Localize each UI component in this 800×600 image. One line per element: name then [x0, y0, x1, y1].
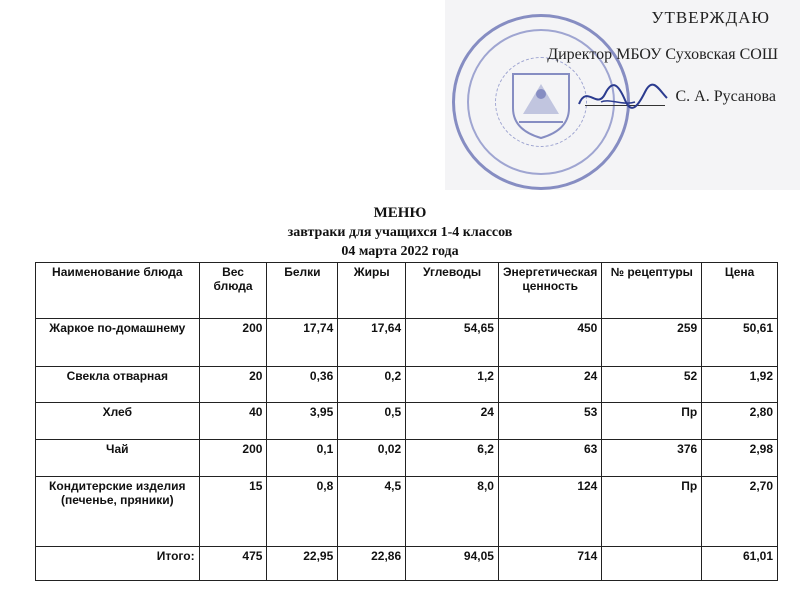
cell-energy: 24: [498, 367, 601, 403]
cell-carbs: 24: [406, 403, 499, 440]
stamp-emblem-icon: [505, 64, 577, 140]
header-carbs: Углеводы: [406, 263, 499, 319]
cell-fats: 0,5: [338, 403, 406, 440]
table-row: [36, 403, 778, 440]
cell-price: 2,70: [702, 477, 778, 547]
cell-dish-name: Свекла отварная: [36, 367, 200, 403]
header-energy: Энергетическая ценность: [498, 263, 601, 319]
header-fats: Жиры: [338, 263, 406, 319]
table-row: [36, 367, 778, 403]
approval-director: Директор МБОУ Суховская СОШ: [547, 46, 778, 63]
cell-fats: 0,2: [338, 367, 406, 403]
header-dish-name: Наименование блюда: [36, 263, 200, 319]
header-weight: Вес блюда: [199, 263, 267, 319]
cell-carbs: 54,65: [406, 319, 499, 367]
table-header-row: [36, 263, 778, 319]
cell-total-label: Итого:: [36, 547, 200, 581]
cell-recipe-number: 376: [602, 440, 702, 477]
cell-fats: 17,64: [338, 319, 406, 367]
cell-price: 2,80: [702, 403, 778, 440]
cell-price: 50,61: [702, 319, 778, 367]
cell-total-proteins: 22,95: [267, 547, 338, 581]
cell-recipe-number: Пр: [602, 403, 702, 440]
header-recipe-number: № рецептуры: [602, 263, 702, 319]
cell-energy: 124: [498, 477, 601, 547]
cell-carbs: 1,2: [406, 367, 499, 403]
menu-table: [35, 262, 778, 581]
cell-proteins: 0,36: [267, 367, 338, 403]
cell-dish-name: Хлеб: [36, 403, 200, 440]
cell-dish-name: Кондитерские изделия (печенье, пряники): [36, 477, 200, 547]
cell-price: 2,98: [702, 440, 778, 477]
cell-carbs: 6,2: [406, 440, 499, 477]
cell-recipe-number: 52: [602, 367, 702, 403]
cell-weight: 200: [199, 440, 267, 477]
cell-weight: 40: [199, 403, 267, 440]
cell-energy: 450: [498, 319, 601, 367]
cell-recipe-number: Пр: [602, 477, 702, 547]
menu-date: 04 марта 2022 года: [341, 244, 459, 259]
cell-recipe-number: 259: [602, 319, 702, 367]
cell-total-recipe-number: [602, 547, 702, 581]
approval-name: С. А. Русанова: [675, 88, 776, 105]
cell-fats: 4,5: [338, 477, 406, 547]
cell-proteins: 0,1: [267, 440, 338, 477]
cell-weight: 20: [199, 367, 267, 403]
cell-weight: 200: [199, 319, 267, 367]
table-total-row: [36, 547, 778, 581]
cell-proteins: 0,8: [267, 477, 338, 547]
table-row: [36, 477, 778, 547]
cell-total-carbs: 94,05: [406, 547, 499, 581]
cell-price: 1,92: [702, 367, 778, 403]
cell-total-price: 61,01: [702, 547, 778, 581]
table-row: [36, 319, 778, 367]
cell-energy: 63: [498, 440, 601, 477]
header-price: Цена: [702, 263, 778, 319]
cell-proteins: 17,74: [267, 319, 338, 367]
signature-icon: [575, 80, 670, 114]
cell-proteins: 3,95: [267, 403, 338, 440]
header-proteins: Белки: [267, 263, 338, 319]
table-row: [36, 440, 778, 477]
cell-energy: 53: [498, 403, 601, 440]
cell-total-energy: 714: [498, 547, 601, 581]
menu-title: МЕНЮ: [373, 205, 427, 221]
cell-fats: 0,02: [338, 440, 406, 477]
cell-carbs: 8,0: [406, 477, 499, 547]
cell-total-fats: 22,86: [338, 547, 406, 581]
cell-total-weight: 475: [199, 547, 267, 581]
cell-dish-name: Чай: [36, 440, 200, 477]
cell-dish-name: Жаркое по-домашнему: [36, 319, 200, 367]
cell-weight: 15: [199, 477, 267, 547]
menu-subtitle: завтраки для учащихся 1-4 классов: [287, 225, 513, 240]
approval-title: УТВЕРЖДАЮ: [651, 8, 770, 27]
